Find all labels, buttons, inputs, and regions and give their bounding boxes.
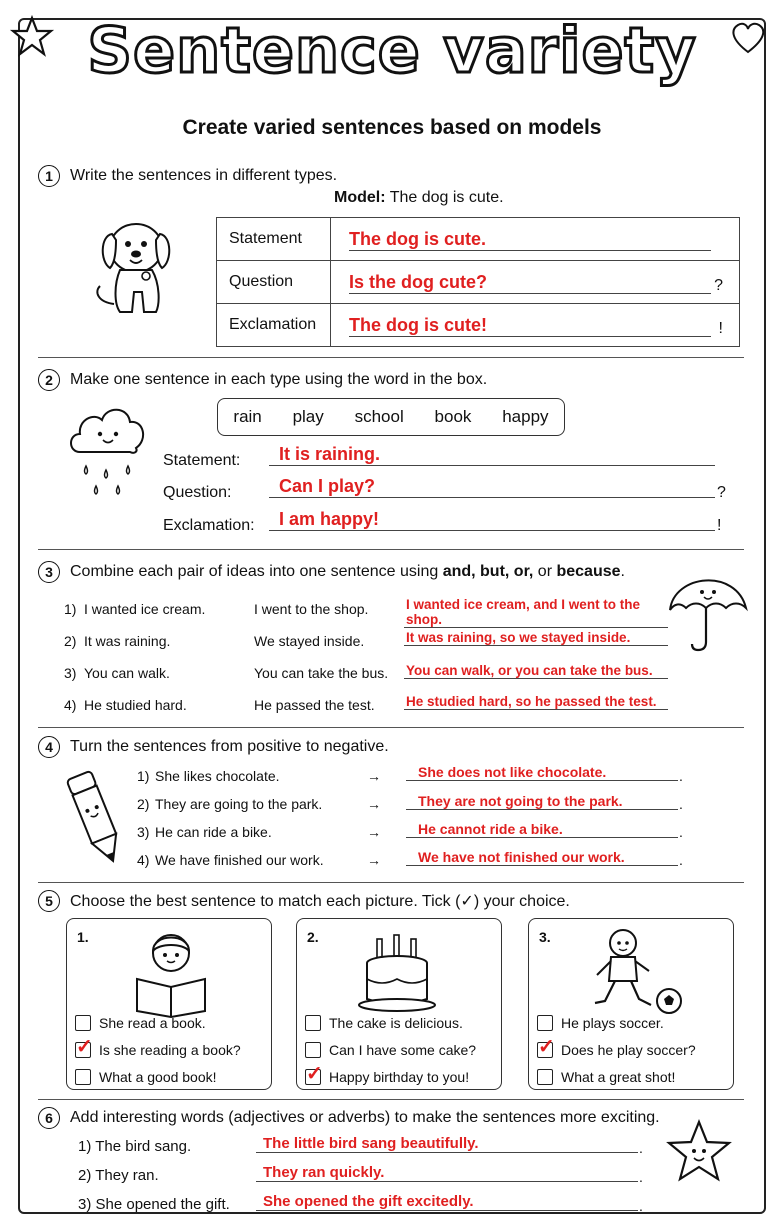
period: . bbox=[639, 1198, 643, 1214]
prompt-sentence: 3) She opened the gift. bbox=[78, 1196, 230, 1213]
table-row bbox=[217, 304, 740, 347]
table-row bbox=[217, 261, 740, 304]
section-instruction: Add interesting words (adjectives or adverbs) to make the sentences more exciting. bbox=[70, 1109, 660, 1126]
section-number: 3 bbox=[38, 561, 60, 583]
tick-mark-icon: ✓ bbox=[306, 1063, 323, 1085]
word-item: happy bbox=[502, 407, 549, 426]
prompt-number: 4) bbox=[137, 852, 150, 868]
checkbox[interactable] bbox=[537, 1036, 555, 1058]
umbrella-icon bbox=[666, 564, 750, 654]
end-punctuation: ! bbox=[717, 517, 722, 534]
answer-field[interactable]: I wanted ice cream, and I went to the shop. bbox=[404, 597, 668, 628]
section-divider bbox=[38, 727, 744, 728]
answer-cell bbox=[331, 261, 740, 304]
idea-b: I went to the shop. bbox=[254, 601, 369, 617]
section-instruction: Write the sentences in different types. bbox=[70, 167, 338, 184]
prompt-number: 3) bbox=[137, 824, 150, 840]
period: . bbox=[679, 824, 683, 840]
section-divider bbox=[38, 357, 744, 358]
birthday-cake-icon bbox=[355, 929, 439, 1015]
arrow-icon: → bbox=[367, 852, 381, 868]
word-item: book bbox=[434, 407, 472, 426]
section-divider bbox=[38, 882, 744, 883]
picture-card bbox=[528, 918, 734, 1090]
dog-illustration-icon bbox=[86, 212, 186, 322]
idea-b: We stayed inside. bbox=[254, 633, 365, 649]
idea-b: You can take the bus. bbox=[254, 665, 389, 681]
arrow-icon: → bbox=[367, 824, 381, 840]
row-label: Statement: bbox=[163, 452, 241, 469]
row-label: Exclamation bbox=[217, 304, 331, 347]
period: . bbox=[639, 1169, 643, 1185]
row-label: Statement bbox=[217, 218, 331, 261]
choice-option[interactable]: What a great shot! bbox=[537, 1069, 675, 1085]
period: . bbox=[679, 768, 683, 784]
answer-cell bbox=[331, 218, 740, 261]
checkbox[interactable] bbox=[75, 1069, 91, 1085]
section-number: 2 bbox=[38, 369, 60, 391]
card-number: 2. bbox=[307, 929, 319, 945]
section-divider bbox=[38, 1099, 744, 1100]
idea-a: I wanted ice cream. bbox=[84, 601, 206, 617]
choice-option[interactable]: ✓ Happy birthday to you! bbox=[306, 1063, 470, 1085]
period: . bbox=[679, 852, 683, 868]
section-1-heading bbox=[38, 165, 337, 187]
section-5-heading bbox=[38, 890, 570, 912]
tick-mark-icon: ✓ bbox=[538, 1036, 555, 1058]
picture-card bbox=[296, 918, 502, 1090]
pair-number: 3) bbox=[64, 665, 77, 681]
answer-cell bbox=[331, 304, 740, 347]
tick-mark-icon: ✓ bbox=[76, 1036, 93, 1058]
card-number: 3. bbox=[539, 929, 551, 945]
row-label: Question: bbox=[163, 484, 232, 501]
section-instruction: Choose the best sentence to match each picture. Tick (✓) your choice. bbox=[70, 893, 570, 910]
sentence-row bbox=[163, 444, 381, 470]
pair-number: 2) bbox=[64, 633, 77, 649]
section-number: 6 bbox=[38, 1107, 60, 1129]
boy-soccer-icon bbox=[583, 925, 683, 1015]
rain-cloud-icon bbox=[66, 400, 152, 496]
worksheet-subtitle: Create varied sentences based on models bbox=[182, 116, 602, 139]
sentence-row bbox=[163, 509, 722, 535]
model-label: Model: bbox=[334, 189, 386, 206]
sentence-row bbox=[163, 476, 726, 502]
answer-field[interactable]: He cannot ride a bike. bbox=[406, 821, 678, 838]
idea-a: You can walk. bbox=[84, 665, 170, 681]
section-instruction: Make one sentence in each type using the word in the box. bbox=[70, 371, 488, 388]
model-text: The dog is cute. bbox=[389, 189, 504, 206]
prompt-sentence: He can ride a bike. bbox=[155, 824, 272, 840]
answer-field[interactable]: They are not going to the park. bbox=[406, 793, 678, 810]
checkbox[interactable] bbox=[305, 1015, 321, 1031]
answer-field[interactable]: It is raining. bbox=[269, 444, 715, 466]
arrow-icon: → bbox=[367, 796, 381, 812]
answer-field[interactable]: The dog is cute. bbox=[349, 228, 711, 251]
answer-field[interactable]: She does not like chocolate. bbox=[406, 764, 678, 781]
prompt-sentence: 2) They ran. bbox=[78, 1167, 159, 1184]
sentence-types-table bbox=[216, 217, 740, 347]
answer-field[interactable]: The little bird sang beautifully. bbox=[256, 1135, 638, 1153]
idea-a: It was raining. bbox=[84, 633, 171, 649]
choice-option[interactable]: The cake is delicious. bbox=[305, 1015, 463, 1031]
end-punctuation: ? bbox=[717, 484, 726, 501]
choice-option[interactable]: She read a book. bbox=[75, 1015, 206, 1031]
checkbox[interactable] bbox=[305, 1042, 321, 1058]
choice-option[interactable]: He plays soccer. bbox=[537, 1015, 664, 1031]
section-instruction: Turn the sentences from positive to negative. bbox=[70, 738, 389, 755]
picture-card bbox=[66, 918, 272, 1090]
checkbox[interactable] bbox=[75, 1015, 91, 1031]
prompt-sentence: She likes chocolate. bbox=[155, 768, 280, 784]
choice-option[interactable]: What a good book! bbox=[75, 1069, 217, 1085]
checkbox[interactable] bbox=[75, 1036, 93, 1058]
word-item: rain bbox=[233, 407, 262, 426]
answer-field[interactable]: I am happy! bbox=[269, 509, 715, 531]
answer-field[interactable]: He studied hard, so he passed the test. bbox=[404, 694, 668, 710]
girl-reading-icon bbox=[131, 929, 211, 1015]
answer-field[interactable]: Is the dog cute? bbox=[349, 271, 711, 294]
prompt-sentence: They are going to the park. bbox=[155, 796, 323, 812]
choice-option[interactable]: ✓ Does he play soccer? bbox=[538, 1036, 696, 1058]
row-label: Question bbox=[217, 261, 331, 304]
section-2-heading bbox=[38, 369, 487, 391]
row-label: Exclamation: bbox=[163, 517, 255, 534]
prompt-number: 2) bbox=[137, 796, 150, 812]
prompt-sentence: 1) The bird sang. bbox=[78, 1138, 192, 1155]
idea-a: He studied hard. bbox=[84, 697, 187, 713]
table-row bbox=[217, 218, 740, 261]
model-sentence bbox=[334, 189, 504, 207]
word-item: play bbox=[292, 407, 324, 426]
word-box bbox=[217, 398, 565, 436]
checkbox[interactable] bbox=[537, 1015, 553, 1031]
answer-field[interactable]: It was raining, so we stayed inside. bbox=[404, 630, 668, 646]
smiling-star-icon bbox=[664, 1118, 734, 1188]
section-instruction: Combine each pair of ideas into one sentence using and, but, or, or because. bbox=[70, 563, 625, 580]
section-number: 5 bbox=[38, 890, 60, 912]
checkbox[interactable] bbox=[537, 1069, 553, 1085]
idea-b: He passed the test. bbox=[254, 697, 375, 713]
end-punctuation: ? bbox=[714, 277, 723, 294]
answer-field[interactable]: You can walk, or you can take the bus. bbox=[404, 663, 668, 679]
prompt-sentence: We have finished our work. bbox=[155, 852, 324, 868]
prompt-number: 1) bbox=[137, 768, 150, 784]
section-divider bbox=[38, 549, 744, 550]
arrow-icon: → bbox=[367, 768, 381, 784]
worksheet-title: Sentence variety bbox=[87, 14, 697, 87]
answer-field[interactable]: She opened the gift excitedly. bbox=[256, 1193, 638, 1211]
section-4-heading bbox=[38, 736, 389, 758]
end-punctuation: ! bbox=[718, 320, 723, 337]
answer-field[interactable]: They ran quickly. bbox=[256, 1164, 638, 1182]
answer-field[interactable]: The dog is cute! bbox=[349, 314, 711, 337]
choice-option[interactable]: Can I have some cake? bbox=[305, 1042, 476, 1058]
section-3-heading bbox=[38, 561, 625, 583]
pencil-icon bbox=[60, 764, 132, 868]
section-6-heading bbox=[38, 1107, 660, 1129]
answer-field[interactable]: We have not finished our work. bbox=[406, 849, 678, 866]
choice-option[interactable]: ✓ Is she reading a book? bbox=[76, 1036, 241, 1058]
word-item: school bbox=[354, 407, 404, 426]
section-number: 1 bbox=[38, 165, 60, 187]
answer-field[interactable]: Can I play? bbox=[269, 476, 715, 498]
card-number: 1. bbox=[77, 929, 89, 945]
section-number: 4 bbox=[38, 736, 60, 758]
pair-number: 1) bbox=[64, 601, 77, 617]
period: . bbox=[639, 1140, 643, 1156]
period: . bbox=[679, 796, 683, 812]
pair-number: 4) bbox=[64, 697, 77, 713]
checkbox[interactable] bbox=[305, 1063, 323, 1085]
